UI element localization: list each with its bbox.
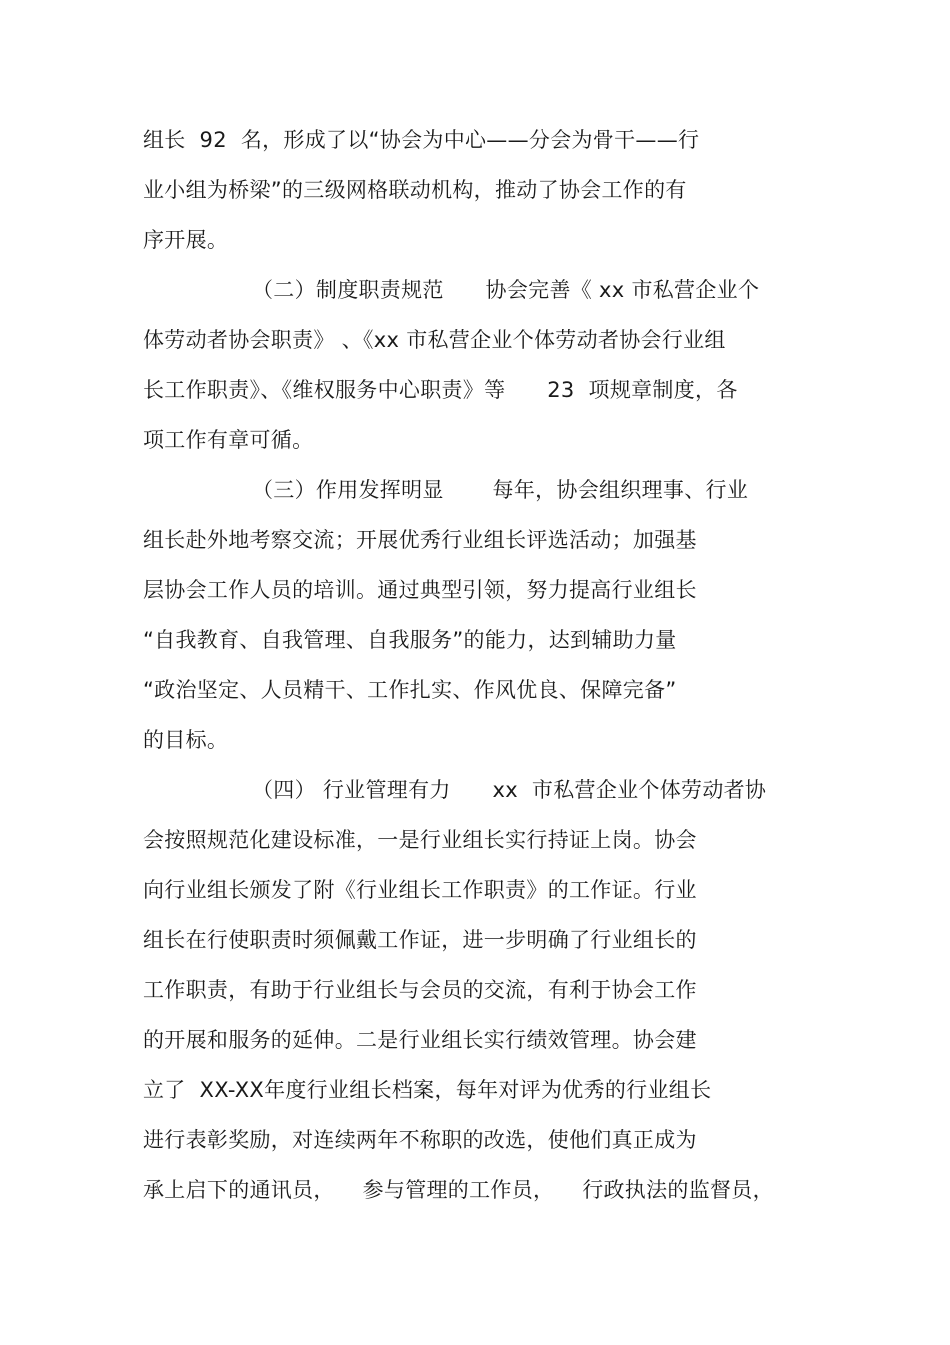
section-heading-line: （二）制度职责规范 协会完善《 xx 市私营企业个: [252, 278, 760, 302]
text-line: 序开展。: [143, 228, 229, 252]
text-line: 组长赴外地考察交流；开展优秀行业组长评选活动；加强基: [143, 528, 697, 552]
text-line: 业小组为桥梁”的三级网格联动机构，推动了协会工作的有: [143, 178, 687, 202]
text-line: 向行业组长颁发了附《行业组长工作职责》的工作证。行业: [143, 878, 697, 902]
text-line: 工作职责，有助于行业组长与会员的交流，有利于协会工作: [143, 978, 697, 1002]
section-heading-line: （四） 行业管理有力 xx 市私营企业个体劳动者协: [252, 778, 767, 802]
text-line: 的目标。: [143, 728, 229, 752]
text-line: 进行表彰奖励，对连续两年不称职的改选，使他们真正成为: [143, 1128, 697, 1152]
text-line: 层协会工作人员的培训。通过典型引领，努力提高行业组长: [143, 578, 697, 602]
text-line: 长工作职责》、《维权服务中心职责》等 23 项规章制度，各: [143, 378, 738, 402]
text-line: “政治坚定、人员精干、工作扎实、作风优良、保障完备”: [143, 678, 677, 702]
text-line: “自我教育、自我管理、自我服务”的能力，达到辅助力量: [143, 628, 677, 652]
text-line: 体劳动者协会职责》 、《xx 市私营企业个体劳动者协会行业组: [143, 328, 726, 352]
text-line: 的开展和服务的延伸。二是行业组长实行绩效管理。协会建: [143, 1028, 697, 1052]
text-line: 组长 92 名，形成了以“协会为中心——分会为骨干——行: [143, 128, 700, 152]
text-line: 会按照规范化建设标准，一是行业组长实行持证上岗。协会: [143, 828, 697, 852]
text-line: 承上启下的通讯员， 参与管理的工作员， 行政执法的监督员，: [143, 1178, 774, 1202]
section-heading-line: （三）作用发挥明显 每年，协会组织理事、行业: [252, 478, 749, 502]
text-line: 组长在行使职责时须佩戴工作证，进一步明确了行业组长的: [143, 928, 697, 952]
text-line: 项工作有章可循。: [143, 428, 314, 452]
text-line: 立了 XX-XX年度行业组长档案，每年对评为优秀的行业组长: [143, 1078, 712, 1102]
